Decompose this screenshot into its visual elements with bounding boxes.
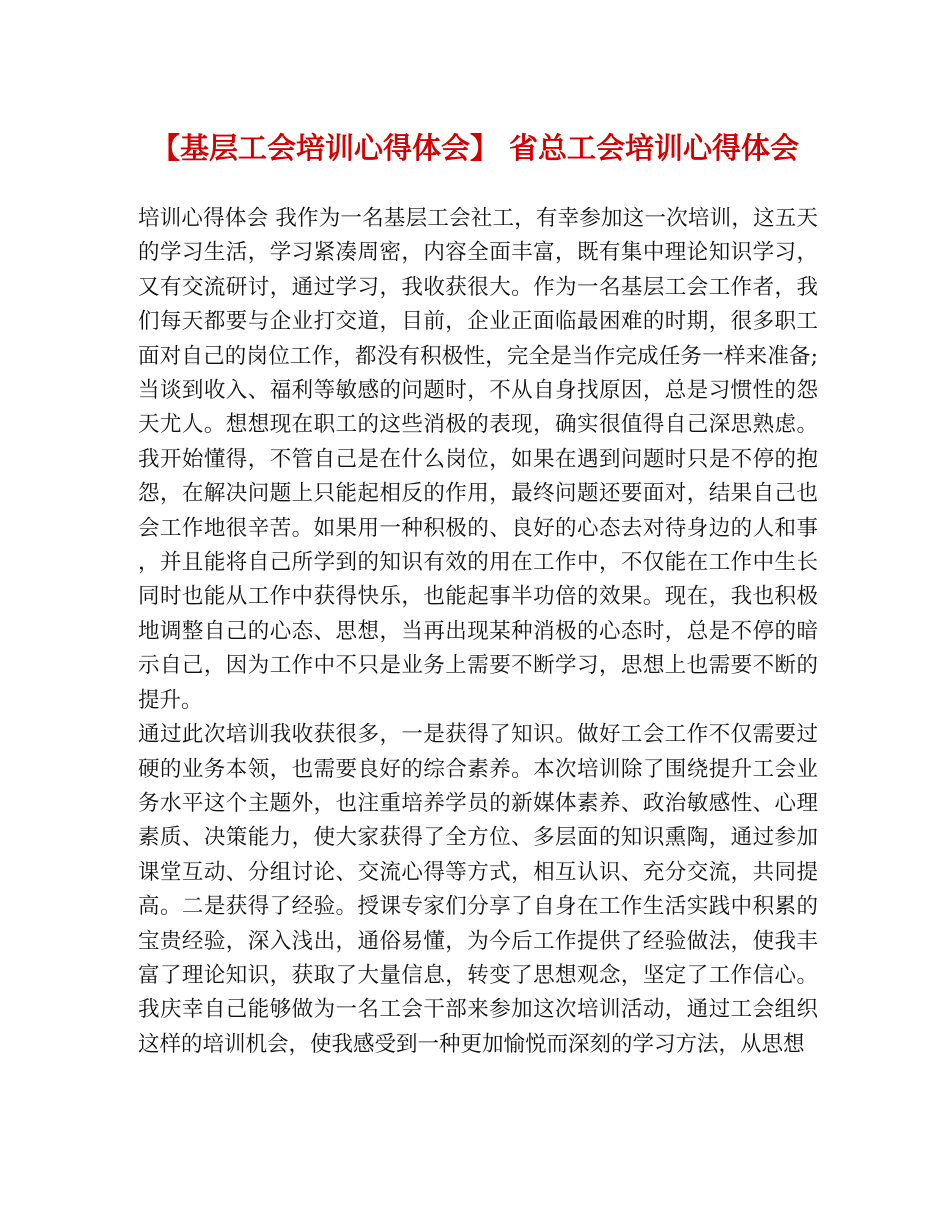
document-title: 【基层工会培训心得体会】 省总工会培训心得体会 (150, 131, 800, 165)
document-body (138, 202, 818, 1062)
paragraph-2: 通过此次培训我收获很多，一是获得了知识。做好工会工作不仅需要过硬的业务本领，也需要良好的综合素养。本次培训除了围绕提升工会业务水平这个主题外，也注重培养学员的新媒体素养、政治敏感性、心理素质、决策能力，使大家获得了全方位、多层面的知识熏陶，通过参加课堂互动、分组讨论、交流心得等方式，相互认识、充分交流，共同提高。二是获得了经验。授课专家们分享了自身在工作生活实践中积累的宝贵经验，深入浅出，通俗易懂，为今后工作提供了经验做法，使我丰富了理论知识，获取了大量信息，转变了思想观念，坚定了工作信心。我庆幸自己能够做为一名工会干部来参加这次培训活动，通过工会组织这样的培训机会，使我感受到一种更加愉悦而深刻的学习方法，从思想 (138, 722, 818, 1057)
paragraph-1: 培训心得体会 我作为一名基层工会社工，有幸参加这一次培训，这五天的学习生活，学习紧凑周密，内容全面丰富，既有集中理论知识学习，又有交流研讨，通过学习，我收获很大。作为一名基层工会工作者，我们每天都要与企业打交道，目前，企业正面临最困难的时期，很多职工面对自己的岗位工作，都没有积极性，完全是当作完成任务一样来准备;当谈到收入、福利等敏感的问题时，不从自身找原因，总是习惯性的怨天尤人。想想现在职工的这些消极的表现，确实很值得自己深思熟虑。我开始懂得，不管自己是在什么岗位，如果在遇到问题时只是不停的抱怨，在解决问题上只能起相反的作用，最终问题还要面对，结果自己也会工作地很辛苦。如果用一种积极的、良好的心态去对待身边的人和事，并且能将自己所学到的知识有效的用在工作中，不仅能在工作中生长同时也能从工作中获得快乐，也能起事半功倍的效果。现在，我也积极地调整自己的心态、思想，当再出现某种消极的心态时，总是不停的暗示自己，因为工作中不只是业务上需要不断学习，思想上也需要不断的提升。 (138, 206, 818, 713)
